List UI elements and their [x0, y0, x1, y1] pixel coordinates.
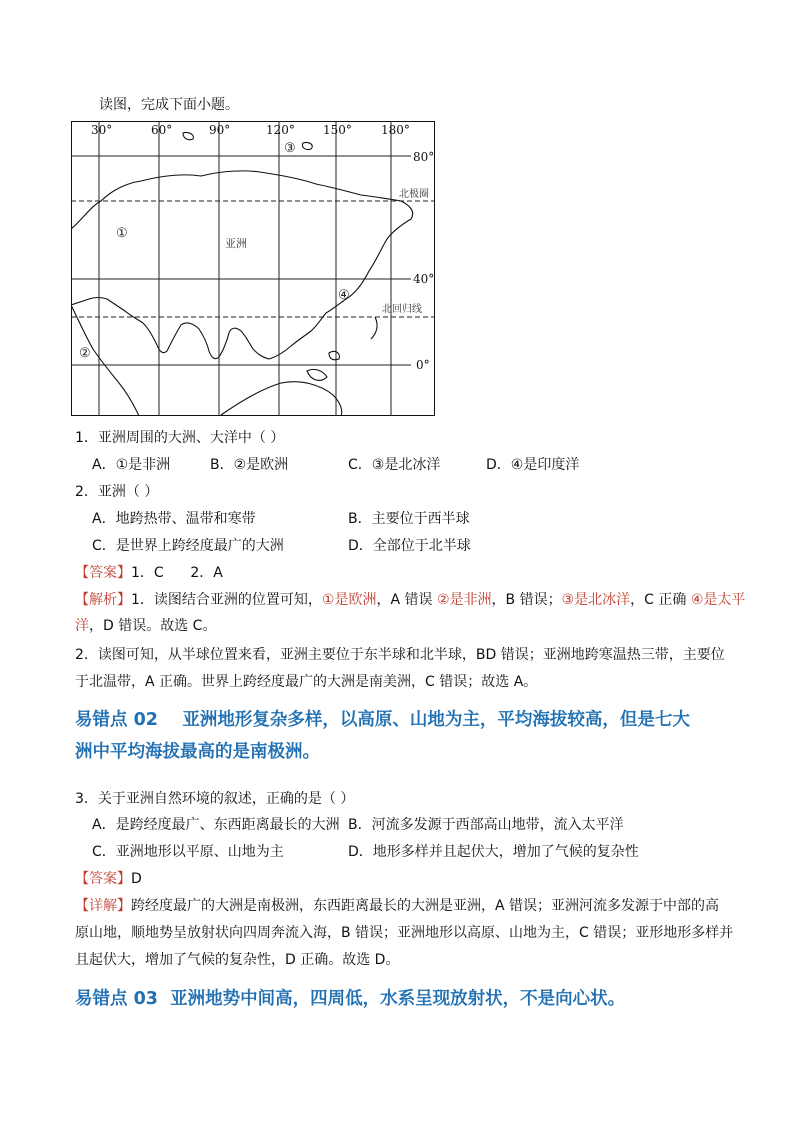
analysis-highlight-4: ④是太平 [690, 592, 746, 608]
detail-line-2: 原山地，顺地势呈放射状向四周奔流入海，B 错误；亚洲地形以高原、山地为主，C 错误；亚形地形多样并 [75, 925, 734, 941]
answer-1 [75, 563, 223, 583]
analysis-highlight-3: ③是北冰洋 [561, 592, 631, 608]
lon-label-30: 30° [91, 123, 113, 137]
q2-option-a: A．地跨热带、温带和寒带 [92, 511, 256, 527]
lat-label-40: 40° [413, 272, 435, 286]
answer-2 [75, 869, 142, 889]
detail-text-1: 跨经度最广的大洲是南极洲，东西距离最长的大洲是亚洲，A 错误；亚洲河流多发源于中部的高 [131, 898, 720, 914]
error-point-03-heading: 易错点 03 亚洲地势中间高，四周低，水系呈现放射状，不是向心状。 [75, 989, 626, 1009]
q3-option-c: C．亚洲地形以平原、山地为主 [92, 844, 284, 860]
analysis-line-3: 2．读图可知，从半球位置来看，亚洲主要位于东半球和北半球，BD 错误；亚洲地跨寒温热三带，主要位 [75, 647, 725, 663]
answer-text: 1．C 2．A [131, 565, 223, 581]
marker-3: ③ [284, 141, 296, 156]
asia-map [71, 121, 435, 416]
lon-label-90: 90° [209, 123, 231, 137]
detail-line-1 [75, 896, 719, 916]
intro-text: 读图，完成下面小题。 [99, 97, 239, 113]
analysis-highlight-5: 洋 [75, 618, 89, 634]
lon-label-180: 180° [381, 123, 410, 137]
answer-2-text: D [131, 871, 142, 887]
q1-option-c: C．③是北冰洋 [348, 457, 441, 473]
arctic-circle-label: 北极圈 [399, 189, 429, 200]
lat-label-80: 80° [413, 150, 435, 164]
q1-option-d: D．④是印度洋 [486, 457, 580, 473]
q3-option-d: D．地形多样并且起伏大，增加了气候的复杂性 [348, 844, 639, 860]
q1-option-a: A．①是非洲 [92, 457, 171, 473]
analysis-text-e: ，D 错误。故选 C。 [89, 618, 217, 634]
analysis-line-2 [75, 616, 216, 636]
marker-4: ④ [338, 288, 350, 303]
detail-tag: 【详解】 [75, 898, 131, 914]
q2-option-c: C．是世界上跨经度最广的大洲 [92, 538, 284, 554]
lon-label-60: 60° [151, 123, 173, 137]
analysis-text-b: ，A 错误 [376, 592, 437, 608]
marker-2: ② [79, 346, 91, 361]
lon-label-120: 120° [266, 123, 295, 137]
lat-label-0: 0° [416, 358, 430, 372]
analysis-text-c: ，B 错误； [491, 592, 562, 608]
answer-2-tag: 【答案】 [75, 871, 131, 887]
question-3-stem: 3．关于亚洲自然环境的叙述，正确的是（ ） [75, 791, 355, 807]
analysis-line-1 [75, 590, 745, 610]
error-point-02-heading-line-2: 洲中平均海拔最高的是南极洲。 [75, 742, 320, 762]
q2-option-b: B．主要位于西半球 [348, 511, 470, 527]
q3-option-a: A．是跨经度最广、东西距离最长的大洲 [92, 817, 340, 833]
marker-1: ① [116, 226, 128, 241]
analysis-text-d: ，C 正确 [630, 592, 691, 608]
lon-label-150: 150° [323, 123, 352, 137]
analysis-highlight-2: ②是非洲 [436, 592, 492, 608]
tropic-label: 北回归线 [382, 304, 422, 315]
answer-tag: 【答案】 [75, 565, 131, 581]
q1-option-b: B．②是欧洲 [210, 457, 289, 473]
detail-line-3: 且起伏大，增加了气候的复杂性，D 正确。故选 D。 [75, 952, 400, 968]
analysis-text-a: 1．读图结合亚洲的位置可知， [131, 592, 322, 608]
error-point-02-heading-line-1: 易错点 02 亚洲地形复杂多样，以高原、山地为主，平均海拔较高，但是七大 [75, 710, 690, 730]
question-1-stem: 1．亚洲周围的大洲、大洋中（ ） [75, 430, 285, 446]
q3-option-b: B．河流多发源于西部高山地带，流入太平洋 [348, 817, 624, 833]
continent-label: 亚洲 [225, 237, 247, 250]
question-2-stem: 2．亚洲（ ） [75, 484, 159, 500]
analysis-tag: 【解析】 [75, 592, 131, 608]
q2-option-d: D．全部位于北半球 [348, 538, 471, 554]
analysis-line-4: 于北温带，A 正确。世界上跨经度最广的大洲是南美洲，C 错误；故选 A。 [75, 674, 538, 690]
analysis-highlight-1: ①是欧洲 [321, 592, 377, 608]
